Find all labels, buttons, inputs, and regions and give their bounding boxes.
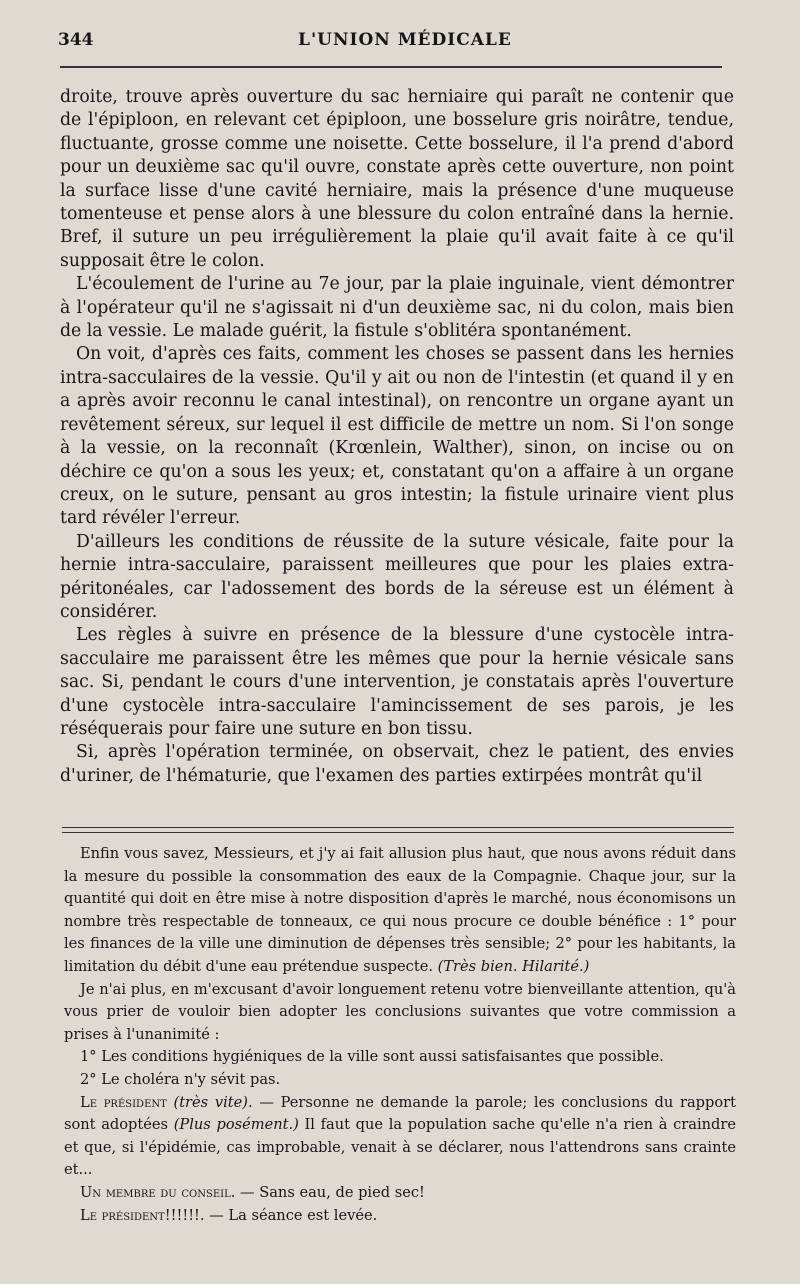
speech-text: — Sans eau, de pied sec! [240, 1183, 425, 1201]
conclusion-item: 2° Le choléra n'y sévit pas. [80, 1070, 281, 1088]
note-paragraph [64, 1205, 736, 1228]
speaker-name: Le président [80, 1206, 165, 1224]
note-paragraph [64, 1182, 736, 1205]
speech-text: Il faut que la population sache qu'elle n'a rien à craindre et que, si l'épidémie, cas improbable, venait à se déclarer, nous l'attendrons sans crainte et... [64, 1116, 736, 1179]
speech-text: — Personne ne demande la parole; les conclusions du rapport sont adoptées [64, 1093, 736, 1134]
header-rule [60, 66, 722, 68]
paragraph: L'écoulement de l'urine au 7e jour, par la plaie inguinale, vient démontrer à l'opérateur qu'il ne s'agissait ni d'un deuxième sac, ni du colon, mais bien de la vessie. Le malade guérit, la fistule s'oblitéra spontanément. [60, 274, 734, 342]
running-header [58, 22, 724, 62]
speaker-name: Le président [80, 1093, 167, 1111]
page-number: 344 [58, 30, 94, 50]
stage-direction: (Plus posément.) [173, 1116, 299, 1134]
main-text [60, 86, 734, 788]
separator-rule [62, 827, 734, 828]
paragraph: Si, après l'opération terminée, on observait, chez le patient, des envies d'uriner, de l'hématurie, que l'examen des parties extirpées montrât qu'il [60, 742, 734, 786]
speech-text: — La séance est levée. [209, 1206, 378, 1224]
exclamation-marks: !!!!!!. [164, 1206, 205, 1224]
note-paragraph: Je n'ai plus, en m'excusant d'avoir longuement retenu votre bienveillante attention, qu'à vous prier de vouloir bien adopter les conclusions suivantes que votre commission a prises à l'unanimité : [64, 980, 736, 1043]
stage-direction: (très vite). [173, 1093, 253, 1111]
paragraph: D'ailleurs les conditions de réussite de la suture vésicale, faite pour la hernie intra-sacculaire, paraissent meilleures que pour les plaies extra-péritonéales, car l'adossement des bords de la séreuse est un élément à considérer. [60, 531, 734, 622]
paragraph: On voit, d'après ces faits, comment les choses se passent dans les hernies intra-sacculaires de la vessie. Qu'il y ait ou non de l'intestin (et quand il y en a après avoir reconnu le canal intestinal), on rencontre un organe ayant un revêtement séreux, sur lequel il est difficile de mettre un nom. Si l'on songe à la vessie, on la reconnaît (Krœnlein, Walther), sinon, on incise ou on déchire ce qu'on a sous les yeux; et, constatant qu'on a affaire à un organe creux, on le suture, pensant au gros intestin; la fistule urinaire vient plus tard révéler l'erreur. [60, 344, 734, 529]
note-paragraph [64, 1092, 736, 1182]
paragraph: droite, trouve après ouverture du sac herniaire qui paraît ne contenir que de l'épiploon, en relevant cet épiploon, une bosselure gris noirâtre, tendue, fluctuante, grosse comme une noisette. Cette bosselure, il l'a prend d'abord pour un deuxième sac qu'il ouvre, constate après cette ouverture, non point la surface lisse d'une cavité herniaire, mais la présence d'une muqueuse tomenteuse et pense alors à une blessure du colon entraîné dans la hernie. Bref, il suture un peu irrégulièrement la plaie qu'il avait faite à ce qu'il supposait être le colon. [60, 87, 734, 271]
paragraph: Les règles à suivre en présence de la blessure d'une cystocèle intra-sacculaire me paraissent être les mêmes que pour la hernie vésicale sans sac. Si, pendant le cours d'une intervention, je constatais après l'ouverture d'une cystocèle intra-sacculaire l'amincissement de ses parois, je les réséquerais pour faire une suture en bon tissu. [60, 625, 734, 739]
running-title: L'UNION MÉDICALE [298, 30, 512, 50]
separator-rule [62, 832, 734, 833]
speaker-name: Un membre du conseil. [80, 1183, 236, 1201]
conclusion-item: 1° Les conditions hygiéniques de la ville sont aussi satisfaisantes que possible. [80, 1048, 664, 1066]
appended-text [64, 843, 736, 1227]
note-text: Enfin vous savez, Messieurs, et j'y ai fait allusion plus haut, que nous avons réduit dans la mesure du possible la consommation des eaux de la Compagnie. Chaque jour, sur la quantité qui doit en être mise à notre disposition d'après le marché, nous économisons un nombre très respectable de tonneaux, ce qui nous procure ce double bénéfice : 1° pour les finances de la ville une diminution de dépenses très sensible; 2° pour les habitants, la limitation du débit d'une eau prétendue suspecte. [64, 845, 736, 975]
stage-direction: (Très bien. Hilarité.) [437, 957, 590, 975]
note-paragraph [64, 843, 736, 979]
